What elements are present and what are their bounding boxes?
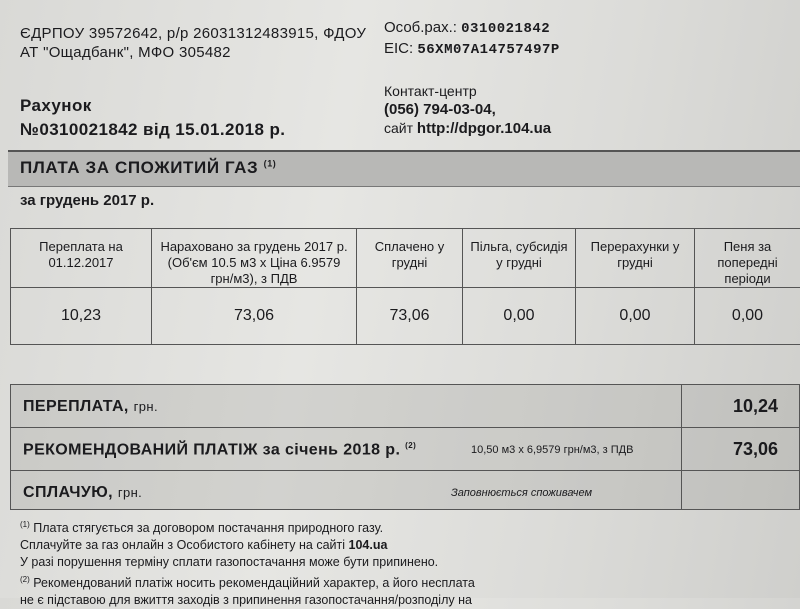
eic-label: EIC: — [384, 40, 413, 57]
summary-block — [10, 384, 800, 510]
recommended-amount: 73,06 — [733, 439, 799, 460]
account-label: Особ.рах.: — [384, 19, 457, 36]
footnotes — [20, 516, 475, 609]
section-title-text: ПЛАТА ЗА СПОЖИТИЙ ГАЗ — [20, 158, 258, 177]
footnote-online-site[interactable]: 104.ua — [349, 538, 388, 552]
paid-row — [10, 470, 800, 510]
section-title — [20, 158, 276, 178]
billing-period: за грудень 2017 р. — [20, 192, 154, 209]
footnote-2 — [20, 571, 475, 592]
bill-title: Рахунок — [20, 94, 285, 118]
recalc-value: 0,00 — [576, 288, 695, 345]
account-value: 0310021842 — [461, 21, 550, 37]
footnote-1-mark: (1) — [20, 520, 30, 529]
paid-label: СПЛАЧУЮ, — [23, 484, 113, 501]
eic-value: 56XM07A14757497P — [417, 42, 559, 58]
col-paid-header: Сплачено у грудні — [357, 229, 463, 288]
bill-heading — [20, 94, 285, 142]
overpay-unit: грн. — [134, 399, 158, 414]
requisites-block — [20, 24, 366, 62]
paid-unit: грн. — [118, 485, 142, 500]
overpay-label: ПЕРЕПЛАТА, — [23, 398, 129, 415]
account-block — [384, 18, 560, 60]
contact-title: Контакт-центр — [384, 82, 551, 100]
charged-value: 73,06 — [152, 288, 357, 345]
divider — [681, 428, 682, 470]
bill-number: №0310021842 від 15.01.2018 р. — [20, 118, 285, 142]
col-charged-header: Нараховано за грудень 2017 р. (Об'єм 10.5 м3 х Ціна 6.9579 грн/м3), з ПДВ — [152, 229, 357, 288]
site-label: сайт — [384, 120, 413, 136]
footnote-online-text: Сплачуйте за газ онлайн з Особистого кабінету на сайті — [20, 538, 345, 552]
divider — [681, 471, 682, 509]
recommended-note-mark: (2) — [405, 441, 416, 450]
footnote-2-continued: не є підставою для вжиття заходів з припинення газопостачання/розподілу на — [20, 592, 475, 609]
recommended-calculation: 10,50 м3 х 6,9579 грн/м3, з ПДВ — [471, 444, 633, 456]
footnote-1-text: Плата стягується за договором постачання природного газу. — [33, 521, 383, 535]
footnote-2-mark: (2) — [20, 575, 30, 584]
charges-table — [10, 228, 800, 345]
overpay-amount: 10,24 — [733, 396, 799, 417]
site-link[interactable]: http://dpgor.104.ua — [417, 120, 551, 137]
requisites-line-2: АТ "Ощадбанк", МФО 305482 — [20, 43, 366, 62]
section-note-mark: (1) — [264, 158, 277, 168]
penalty-value: 0,00 — [695, 288, 800, 345]
col-recalc-header: Перерахунки у грудні — [576, 229, 695, 288]
table-header-row — [11, 229, 800, 288]
divider — [681, 385, 682, 427]
benefit-value: 0,00 — [463, 288, 576, 345]
overpay-value: 10,23 — [11, 288, 152, 345]
recommended-row — [10, 427, 800, 470]
contact-phone: (056) 794-03-04, — [384, 101, 496, 118]
table-row — [11, 288, 800, 345]
recommended-label: РЕКОМЕНДОВАНИЙ ПЛАТІЖ за січень 2018 р. — [23, 441, 400, 458]
eic-row — [384, 39, 560, 60]
overpay-row — [10, 384, 800, 427]
col-overpay-header: Переплата на 01.12.2017 — [11, 229, 152, 288]
paid-value: 73,06 — [357, 288, 463, 345]
account-number-row — [384, 18, 560, 39]
footnote-online — [20, 537, 475, 554]
col-benefit-header: Пільга, субсидія у грудні — [463, 229, 576, 288]
footnote-1 — [20, 516, 475, 537]
contact-center — [384, 82, 551, 138]
paid-consumer-note: Заповнюється споживачем — [451, 487, 592, 499]
col-penalty-header: Пеня за попередні періоди — [695, 229, 800, 288]
footnote-2-text: Рекомендований платіж носить рекомендаційний характер, а його несплата — [33, 576, 475, 590]
footnote-warning: У разі порушення терміну сплати газопостачання може бути припинено. — [20, 554, 475, 571]
requisites-line-1: ЄДРПОУ 39572642, р/р 26031312483915, ФДОУ — [20, 24, 366, 43]
